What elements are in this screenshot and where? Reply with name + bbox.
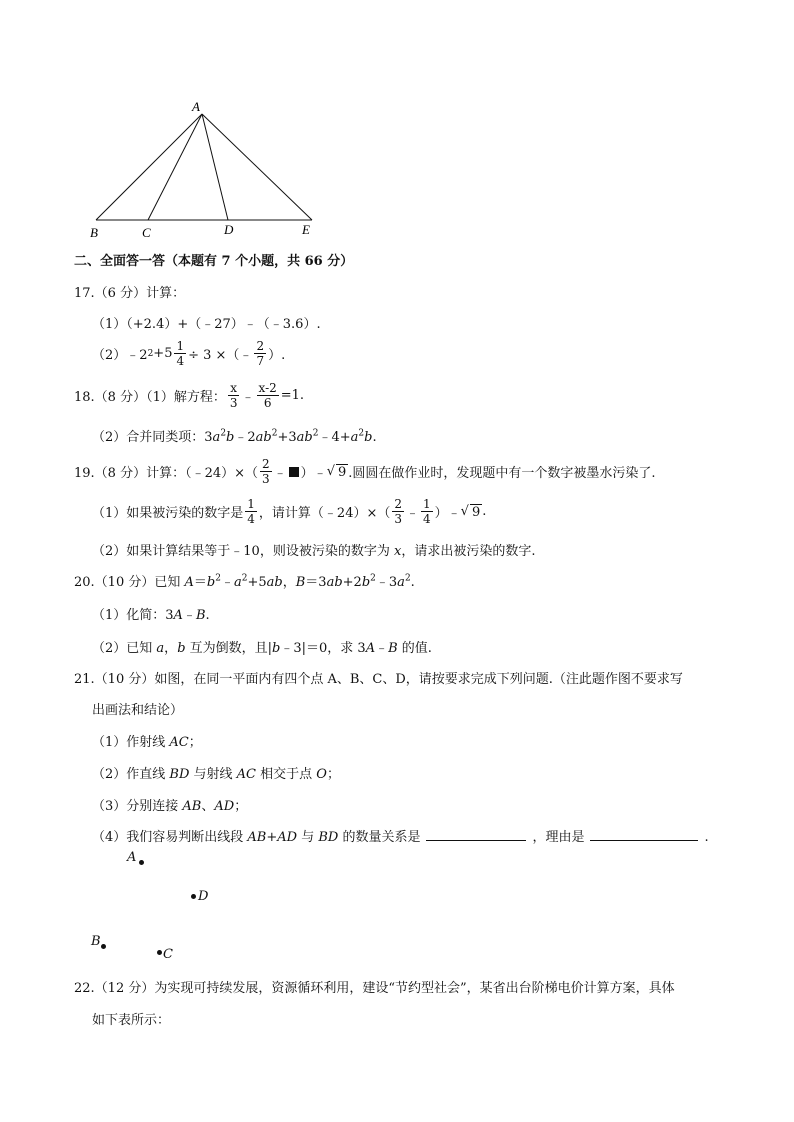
q19-part2: （2）如果计算结果等于﹣10，则设被污染的数字为 x，请求出被污染的数字. [92, 544, 536, 559]
q21-part1: （1）作射线 AC； [92, 735, 202, 750]
vertex-label-c: C [142, 225, 151, 240]
q17-p2-end: ）. [268, 348, 286, 363]
q20-stem: 20.（10 分）已知 $A=b^2﹣a^2+5ab$，$B=3ab+2b^2﹣3a^2$. [74, 573, 415, 590]
point-label-c: C [163, 947, 173, 962]
point-label-a: A [127, 850, 137, 865]
q21-part3: （3）分别连接 AB、AD； [92, 799, 248, 814]
point-label-d: D [198, 889, 209, 904]
q17-part2-label: （2） [92, 348, 127, 363]
vertex-label-d: D [224, 222, 234, 237]
point-a [139, 860, 144, 865]
q18-part2: （2）合并同类项：$3a^2b﹣2ab^2+3ab^2﹣4+a^2b$. [92, 428, 377, 445]
q18-stem [74, 382, 304, 409]
q18-fraction2: $\frac{x-2}{6}$ [258, 381, 277, 410]
answer-blank-reason[interactable] [590, 828, 698, 841]
q18-minus: ﹣ [241, 390, 255, 405]
q21-stem-line1: 21.（10 分）如图，在同一平面内有四个点 A、B、C、D，请按要求完成下列问题.（注此题作图不要求写 [74, 672, 683, 687]
q21-part2: （2）作直线 BD 与射线 AC 相交于点 O； [92, 767, 340, 782]
vertex-label-e: E [302, 222, 310, 237]
q19-part1: （1）如果被污染的数字是 $\frac{1}{4}$ ，请计算（﹣24）×（ $\frac{2}{3}$ ﹣ $\frac{1}{4}$ ）﹣ √ 9 . [92, 497, 487, 526]
triangle-figure [80, 96, 330, 241]
vertex-label-b: B [90, 225, 98, 240]
q17-stem: 17.（6 分）计算： [74, 286, 186, 301]
q21-part4: （4）我们容易判断出线段 AB+AD 与 BD 的数量关系是 ，理由是 . [92, 830, 709, 845]
segment-ac [148, 114, 202, 220]
q17-p2-term: ﹣2 [126, 348, 148, 363]
q18-fraction1: $\frac{x}{3}$ [229, 381, 238, 410]
q17-p2-fraction2: $\frac{2}{7}$ [256, 339, 265, 368]
q18-rhs: =1. [280, 388, 305, 403]
vertex-label-a: A [192, 99, 200, 114]
q22-line2: 如下表所示： [92, 1013, 171, 1028]
point-b [101, 944, 106, 949]
q21-stem-line2: 出画法和结论） [92, 703, 184, 718]
point-label-b: B [91, 934, 101, 949]
section-title: 二、全面答一答（本题有 7 个小题，共 66 分） [74, 254, 354, 269]
q19-fraction: $\frac{2}{3}$ [262, 457, 270, 486]
q19-p1-fraction3: $\frac{1}{4}$ [423, 497, 431, 526]
side-ab [96, 114, 202, 220]
q22-line1: 22.（12 分）为实现可持续发展，资源循环利用，建设“节约型社会”，某省出台阶梯电价计算方案，具体 [74, 981, 675, 996]
q17-part1: （1）（+2.4）+（﹣27）﹣（﹣3.6）. [92, 317, 321, 332]
q17-part2 [92, 340, 285, 367]
answer-blank-relation[interactable] [426, 828, 526, 841]
segment-ad [202, 114, 228, 220]
q20-part1: （1）化简：3A﹣B. [92, 608, 210, 623]
point-c [157, 950, 162, 955]
q17-p2-exp: 2 [147, 348, 154, 359]
q18-stem-text: 18.（8 分）（1）解方程： [74, 390, 226, 405]
q19-sqrt: 9 [337, 464, 347, 480]
ink-blot-icon [289, 467, 299, 477]
q17-p2-plus: +5 [153, 346, 173, 361]
q19-p1-fraction2: $\frac{2}{3}$ [394, 497, 402, 526]
q19-p1-fraction: $\frac{1}{4}$ [247, 497, 255, 526]
q19-stem: 19.（8 分）计算：（﹣24）×（ $\frac{2}{3}$ ﹣ ）﹣ √ 9 .圆圆在做作业时，发现题中有一个数字被墨水污染了. [74, 457, 656, 486]
side-ae [202, 114, 312, 220]
q17-p2-div: ÷ 3 ×（﹣ [188, 348, 253, 363]
point-d [191, 894, 196, 899]
q17-p2-fraction: $\frac{1}{4}$ [176, 339, 185, 368]
q20-part2: （2）已知 a，b 互为倒数，且|b﹣3|＝0，求 3A﹣B 的值. [92, 641, 432, 656]
